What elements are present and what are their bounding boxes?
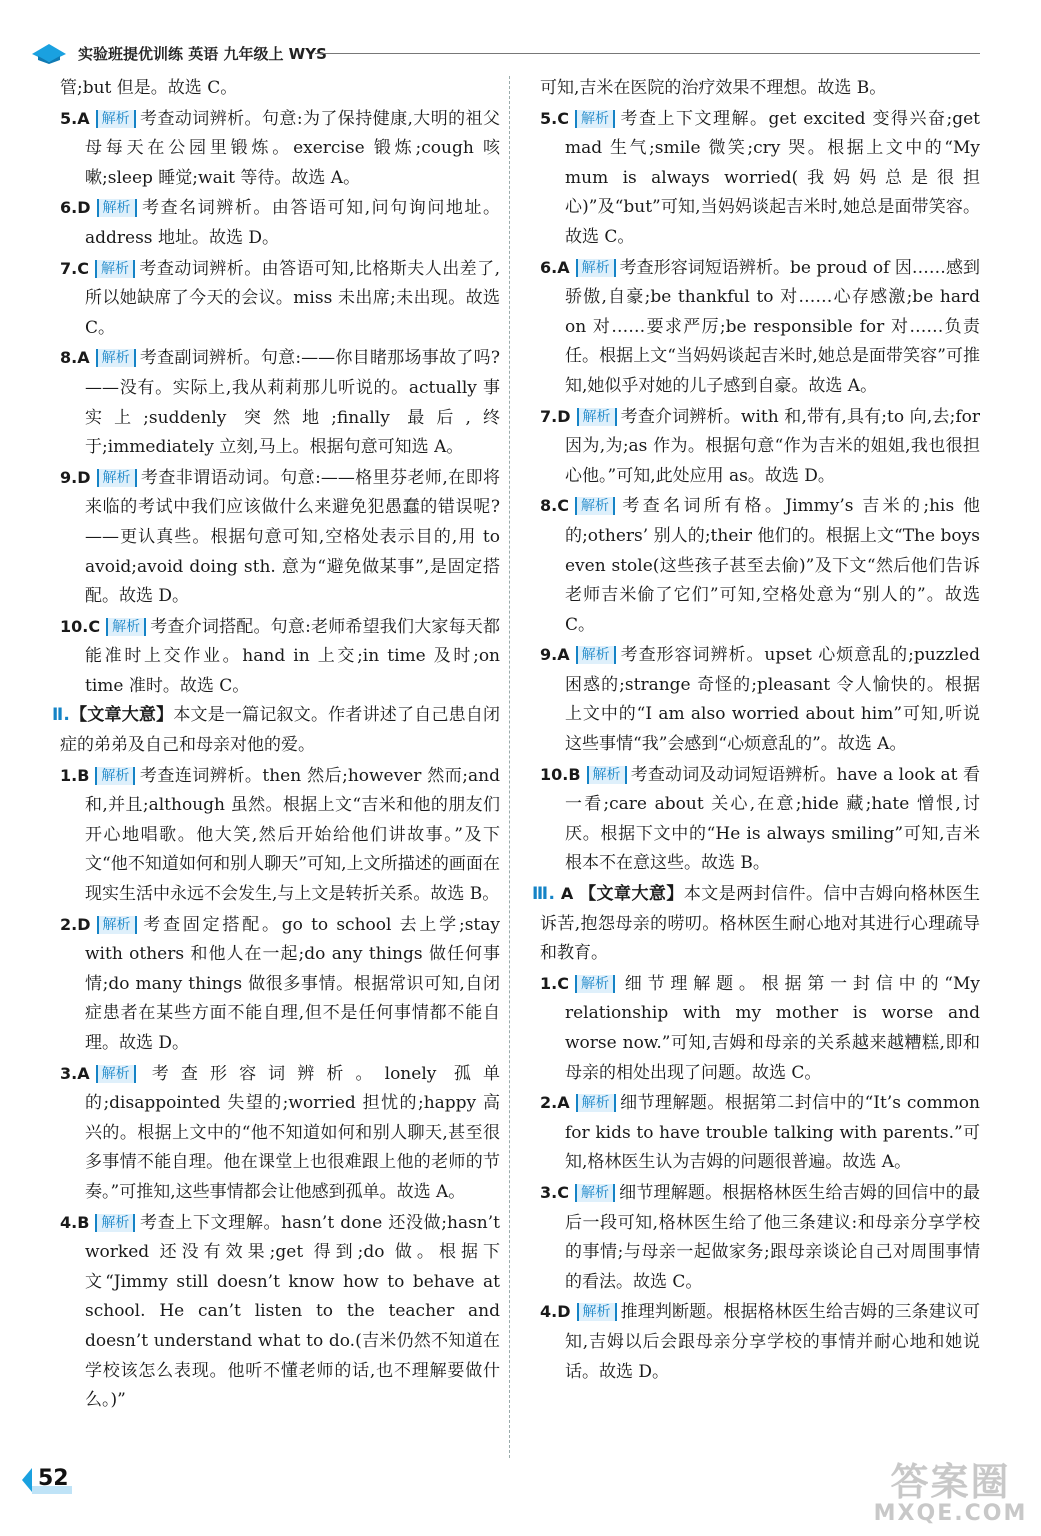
- answer-item: 3.A 解析 考查形容词辨析。lonely 孤单的;disappointed 失望的;worried 担忧的;happy 高兴的。根据上文中的“他不知道如何和别人聊天,甚至很多事情不能自理。他在课堂上也很难跟上他的老师的节奏。”可推知,这些事情都会让他感到孤单。故选 A。: [60, 1063, 500, 1202]
- continuation-text: 可知,吉米在医院的治疗效果不理想。故选 B。: [540, 78, 887, 98]
- section-summary: Ⅲ. A 【文章大意】本文是两封信件。信中吉姆向格林医生诉苦,抱怨母亲的唠叨。格林医生耐心地对其进行心理疏导和教育。: [532, 884, 981, 964]
- continuation-text: 管;but 但是。故选 C。: [60, 78, 238, 98]
- header-rule: [315, 53, 980, 54]
- analysis-tag: 解析: [95, 260, 135, 278]
- answer-item: 2.A 解析 细节理解题。根据第二封信中的“It’s common for kids to have trouble talking with parents.”可知,格林医生认为吉姆的问题很普遍。故选 A。: [540, 1093, 980, 1173]
- analysis-tag: 解析: [96, 349, 136, 367]
- analysis-tag: 解析: [587, 766, 627, 784]
- answer-item: 4.D 解析 推理判断题。根据格林医生给吉姆的三条建议可知,吉姆以后会跟母亲分享学校的事情并耐心地和她说话。故选 D。: [540, 1302, 980, 1382]
- answer-item: 8.A 解析 考查副词辨析。句意:——你目睹那场事故了吗?——没有。实际上,我从莉莉那儿听说的。actually 事实上;suddenly 突然地;finally 最后,终于;immediately 立刻,马上。根据句意可知选 A。: [60, 348, 500, 458]
- answer-item: 9.D 解析 考查非谓语动词。句意:——格里芬老师,在即将来临的考试中我们应该做什么来避免犯愚蠢的错误呢?——更认真些。根据句意可知,空格处表示目的,用 to avoid;avoid doing sth. 意为“避免做某事”,是固定搭配。故选 D。: [60, 467, 500, 607]
- answer-item: 5.A 解析 考查动词辨析。句意:为了保持健康,大明的祖父母每天在公园里锻炼。exercise 锻炼;cough 咳嗽;sleep 睡觉;wait 等待。故选 A。: [60, 108, 500, 188]
- answer-item: 3.C 解析 细节理解题。根据格林医生给吉姆的回信中的最后一段可知,格林医生给了他三条建议:和母亲分享学校的事情;与母亲一起做家务;跟母亲谈论自己对周围事情的看法。故选 C。: [540, 1182, 980, 1292]
- analysis-tag: 解析: [96, 1065, 136, 1083]
- answer-item: 9.A 解析 考查形容词辨析。upset 心烦意乱的;puzzled 困惑的;strange 奇怪的;pleasant 令人愉快的。根据上文中的“I am also worried about him”可知,听说这些事情“我”会感到“心烦意乱的”。故选 A。: [540, 645, 980, 755]
- analysis-tag: 解析: [576, 259, 616, 277]
- analysis-tag: 解析: [576, 1094, 616, 1112]
- answer-item: 10.C 解析 考查介词搭配。句意:老师希望我们大家每天都能准时上交作业。hand in 上交;in time 及时;on time 准时。故选 C。: [60, 616, 500, 696]
- answer-item: 7.D 解析 考查介词辨析。with 和,带有,具有;to 向,去;for 因为,为;as 作为。根据句意“作为吉米的姐姐,我也很担心他。”可知,此处应用 as。故选 D。: [540, 406, 980, 486]
- answer-item: 10.B 解析 考查动词及动词短语辨析。have a look at 看一看;care about 关心,在意;hide 藏;hate 憎恨,讨厌。根据下文中的“He is always smiling”可知,吉米根本不在意这些。故选 B。: [540, 764, 980, 874]
- page-header: [30, 40, 980, 66]
- answer-item: 1.B 解析 考查连词辨析。then 然后;however 然而;and 和,并且;although 虽然。根据上文“吉米和他的朋友们开心地唱歌。他大笑,然后开始给他们讲故事。”及下文“他不知道如何和别人聊天”可知,上文所描述的画面在现实生活中永远不会发生,与上文是转折关系。故选 B。: [60, 765, 500, 905]
- answer-item: 5.C 解析 考查上下文理解。get excited 变得兴奋;get mad 生气;smile 微笑;cry 哭。根据上文中的“My mum is always worried(我妈妈总是很担心)”及“but”可知,当妈妈谈起吉米时,她总是面带笑容。故选 C。: [540, 108, 980, 247]
- section-number: Ⅱ.: [52, 705, 70, 726]
- book-logo-icon: [30, 42, 68, 64]
- analysis-tag: 解析: [96, 110, 136, 128]
- analysis-tag: 解析: [577, 1303, 617, 1321]
- section-summary: Ⅱ.【文章大意】本文是一篇记叙文。作者讲述了自己患自闭症的弟弟及自己和母亲对他的爱。: [52, 705, 501, 756]
- header-title: 实验班提优训练 英语 九年级上 WYS: [78, 45, 327, 63]
- answer-item: 2.D 解析 考查固定搭配。go to school 去上学;stay with others 和他人在一起;do any things 做任何事情;do many things 做很多事情。根据常识可知,自闭症患者在某些方面不能自理,但不是任何事情都不能自理。故选 D。: [60, 914, 500, 1053]
- answer-item: 6.D 解析 考查名词辨析。由答语可知,问句询问地址。address 地址。故选 D。: [60, 198, 500, 248]
- analysis-tag: 解析: [97, 916, 137, 934]
- analysis-tag: 解析: [575, 110, 615, 128]
- answer-item: 8.C 解析 考查名词所有格。Jimmy’s 吉米的;his 他的;others’ 别人的;their 他们的。根据上文“The boys even stole(这些孩子甚至去偷)”及下文“然后他们告诉老师吉米偷了它们”可知,空格处意为“别人的”。故选 C。: [540, 496, 980, 635]
- analysis-tag: 解析: [575, 1184, 615, 1202]
- analysis-tag: 解析: [95, 767, 135, 785]
- left-column: [52, 74, 501, 1416]
- analysis-tag: 解析: [97, 199, 137, 217]
- analysis-tag: 解析: [575, 975, 615, 993]
- analysis-tag: 解析: [95, 1214, 135, 1232]
- answer-item: 4.B 解析 考查上下文理解。hasn’t done 还没做;hasn’t worked 还没有效果;get 得到;do 做。根据下文“Jimmy still doesn’t know how to behave at school. He can’t listen to the teacher and doesn’t understand what to do.(吉米仍然不知道在学校该怎么表现。他听不懂老师的话,也不理解要做什么。)”: [60, 1212, 500, 1411]
- watermark-logo: 答案圈 MXQE.COM: [873, 1460, 1028, 1526]
- answer-item: 1.C 解析 细节理解题。根据第一封信中的“My relationship with my mother is worse and worse now.”可知,吉姆和母亲的关系越来越糟糕,即和母亲的相处出现了问题。故选 C。: [540, 973, 980, 1083]
- answer-item: 7.C 解析 考查动词辨析。由答语可知,比格斯夫人出差了,所以她缺席了今天的会议。miss 未出席;未出现。故选 C。: [60, 258, 500, 338]
- analysis-tag: 解析: [97, 469, 137, 487]
- answer-item: 6.A 解析 考查形容词短语辨析。be proud of 因……感到骄傲,自豪;be thankful to 对……心存感激;be hard on 对……要求严厉;be responsible for 对……负责任。根据上文“当妈妈谈起吉米时,她总是面带笑容”可推知,她似乎对她的儿子感到自豪。故选 A。: [540, 257, 980, 396]
- column-divider: [509, 76, 510, 1458]
- right-column: [532, 74, 981, 1387]
- page-number: 52: [20, 1464, 74, 1496]
- analysis-tag: 解析: [106, 618, 146, 636]
- analysis-tag: 解析: [576, 646, 616, 664]
- analysis-tag: 解析: [577, 408, 617, 426]
- section-number: Ⅲ.: [532, 884, 555, 905]
- analysis-tag: 解析: [575, 497, 615, 515]
